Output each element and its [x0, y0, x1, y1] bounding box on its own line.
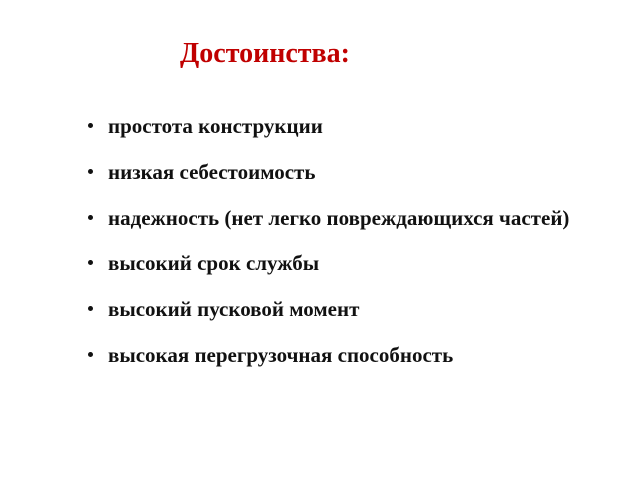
bullet-icon	[88, 215, 93, 220]
bullet-icon	[88, 123, 93, 128]
list-item-text: высокий пусковой момент	[108, 297, 360, 321]
bullet-icon	[88, 169, 93, 174]
list-item	[88, 249, 588, 277]
list-item-text: высокий срок службы	[108, 251, 320, 275]
list-item	[88, 158, 588, 186]
list-item-text: надежность (нет легко повреждающихся частей)	[108, 206, 570, 230]
bullet-icon	[88, 306, 93, 311]
list-item-text: низкая себестоимость	[108, 160, 316, 184]
list-item	[88, 295, 588, 323]
list-item	[88, 204, 588, 232]
list-item-text: высокая перегрузочная способность	[108, 343, 454, 367]
list-item	[88, 112, 588, 140]
slide-title: Достоинства:	[180, 38, 350, 69]
list-item	[88, 341, 588, 369]
bullet-icon	[88, 352, 93, 357]
list-item-text: простота конструкции	[108, 114, 323, 138]
bullet-icon	[88, 260, 93, 265]
advantages-list	[88, 112, 588, 387]
